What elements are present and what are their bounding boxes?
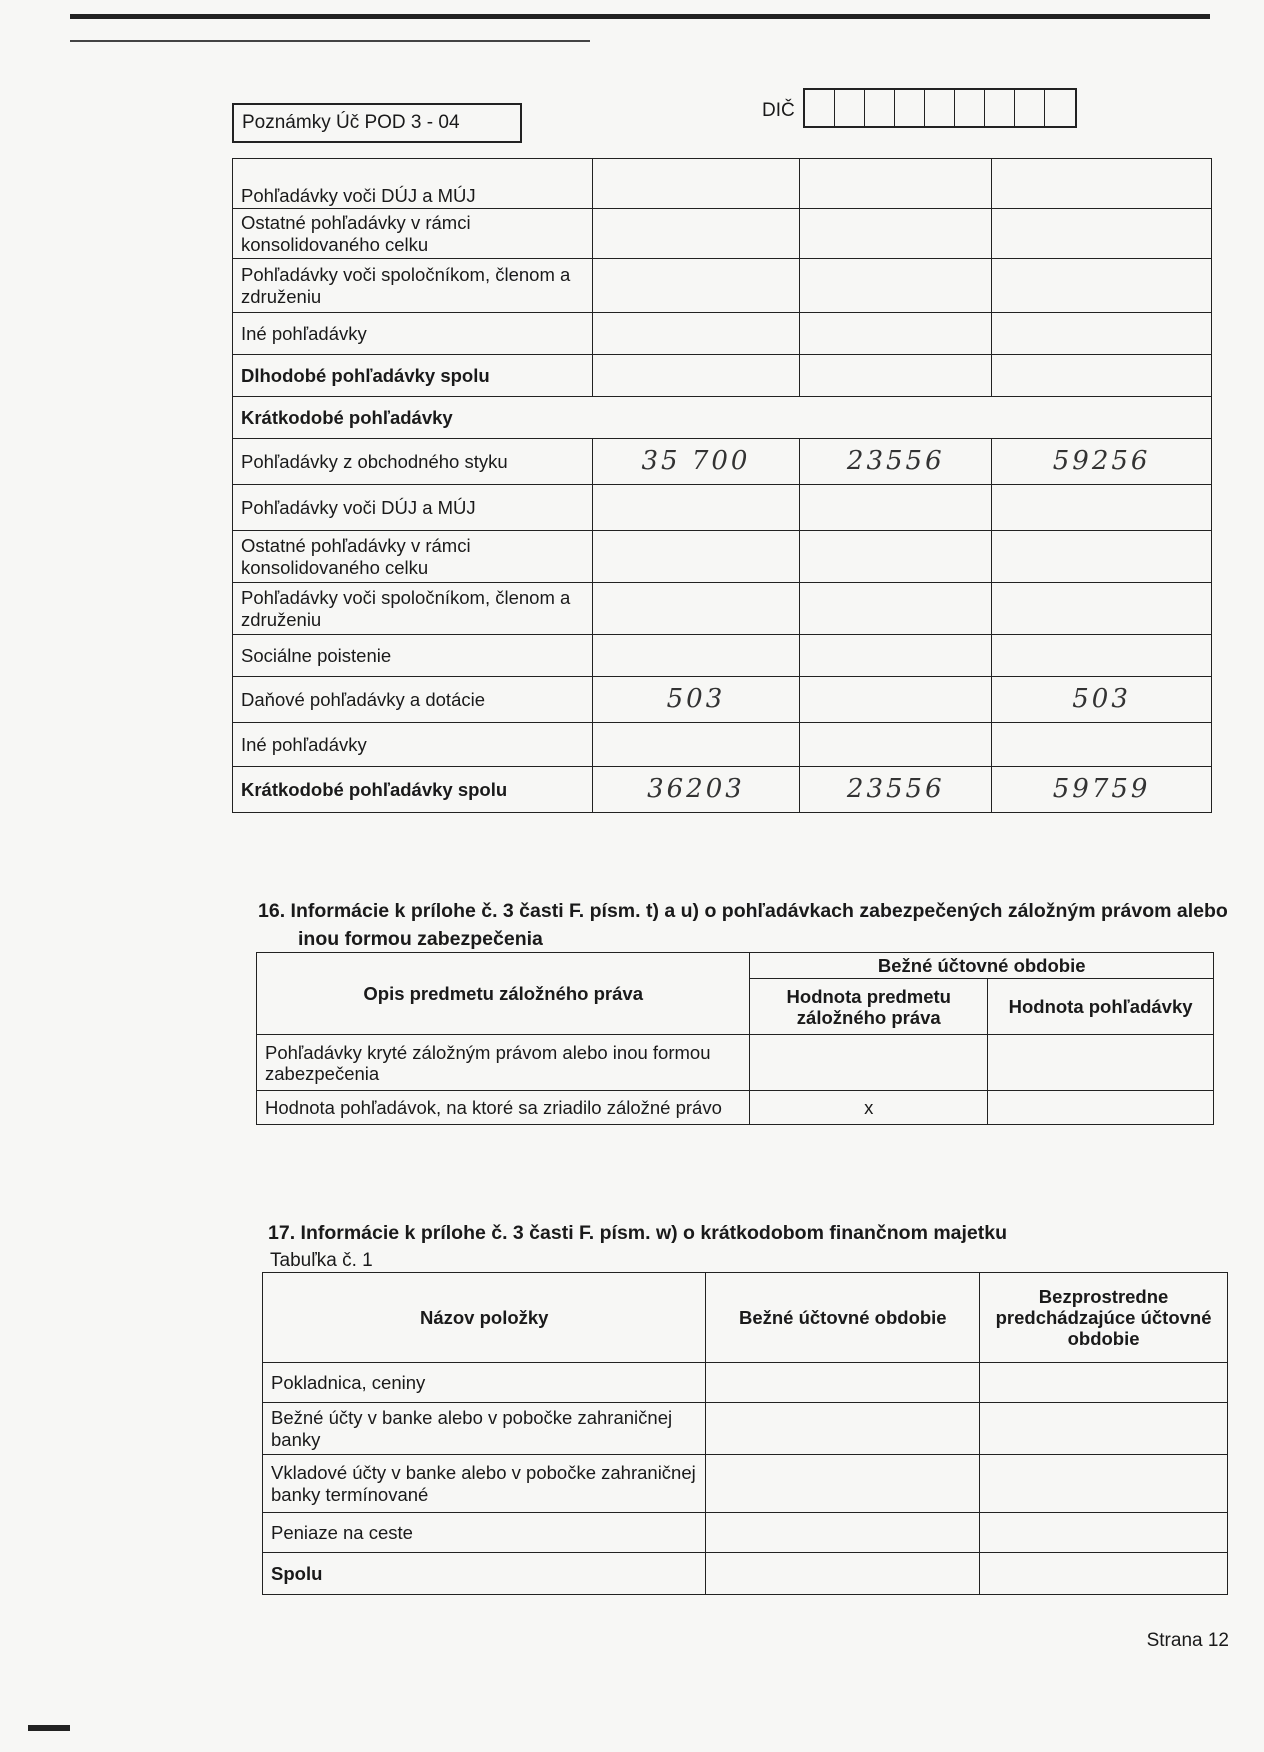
- row-label: Ostatné pohľadávky v rámci konsolidovaného celku: [233, 209, 593, 259]
- table-row: [233, 531, 1212, 583]
- value-cell[interactable]: [992, 635, 1212, 677]
- value-cell[interactable]: [800, 635, 992, 677]
- value-cell[interactable]: 503: [592, 677, 800, 723]
- value-cell[interactable]: 35 700: [592, 439, 800, 485]
- row-label: Peniaze na ceste: [263, 1513, 706, 1553]
- table-row: [233, 485, 1212, 531]
- value-cell[interactable]: [992, 531, 1212, 583]
- table-row: [263, 1403, 1228, 1455]
- value-cell[interactable]: 23556: [800, 767, 992, 813]
- table-row: [233, 259, 1212, 313]
- value-cell[interactable]: [592, 485, 800, 531]
- value-cell[interactable]: [988, 1091, 1214, 1125]
- col-header: Hodnota predmetu záložného práva: [750, 979, 988, 1035]
- value-cell[interactable]: [592, 531, 800, 583]
- top-border-line: [70, 14, 1210, 19]
- row-label: Pohľadávky voči DÚJ a MÚJ: [233, 159, 593, 209]
- value-cell[interactable]: 503: [992, 677, 1212, 723]
- scan-mark: [28, 1725, 70, 1731]
- row-label: Bežné účty v banke alebo v pobočke zahraničnej banky: [263, 1403, 706, 1455]
- value-cell[interactable]: [800, 531, 992, 583]
- row-label: Hodnota pohľadávok, na ktoré sa zriadilo záložné právo: [257, 1091, 750, 1125]
- row-label: Krátkodobé pohľadávky spolu: [233, 767, 593, 813]
- col-header: Bežné účtovné obdobie: [750, 953, 1214, 979]
- value-cell[interactable]: 36203: [592, 767, 800, 813]
- table-row: [233, 209, 1212, 259]
- col-header: Hodnota pohľadávky: [988, 979, 1214, 1035]
- row-label: Pohľadávky kryté záložným právom alebo inou formou zabezpečenia: [257, 1035, 750, 1091]
- value-cell[interactable]: [592, 583, 800, 635]
- section17-title: 17. Informácie k prílohe č. 3 časti F. písm. w) o krátkodobom finančnom majetku: [268, 1222, 1008, 1244]
- row-label: Spolu: [263, 1553, 706, 1595]
- section16-title-cont: inou formou zabezpečenia: [298, 928, 543, 950]
- value-cell[interactable]: 59256: [992, 439, 1212, 485]
- table-row: [263, 1455, 1228, 1513]
- dic-input-boxes[interactable]: [803, 88, 1077, 128]
- table-row: [233, 635, 1212, 677]
- table-row: [257, 1035, 1214, 1091]
- table-row: [263, 1553, 1228, 1595]
- section17-subtitle: Tabuľka č. 1: [270, 1250, 373, 1271]
- table-row: [233, 677, 1212, 723]
- value-cell[interactable]: 23556: [800, 439, 992, 485]
- col-header: Názov položky: [263, 1273, 706, 1363]
- row-label: Pohľadávky voči DÚJ a MÚJ: [233, 485, 593, 531]
- table-row: [263, 1363, 1228, 1403]
- col-header: Bežné účtovné obdobie: [706, 1273, 980, 1363]
- section17-table: [262, 1272, 1228, 1595]
- row-label: Pohľadávky voči spoločníkom, členom a združeniu: [233, 259, 593, 313]
- value-cell[interactable]: [988, 1035, 1214, 1091]
- table-row: [263, 1513, 1228, 1553]
- table-row: [233, 159, 1212, 209]
- table-row: [233, 313, 1212, 355]
- form-title-box: Poznámky Úč POD 3 - 04: [232, 103, 522, 143]
- receivables-table: [232, 158, 1212, 813]
- row-label: Vkladové účty v banke alebo v pobočke zahraničnej banky termínované: [263, 1455, 706, 1513]
- value-cell[interactable]: [992, 485, 1212, 531]
- row-label: Pohľadávky z obchodného styku: [233, 439, 593, 485]
- row-label: Sociálne poistenie: [233, 635, 593, 677]
- value-cell[interactable]: [992, 723, 1212, 767]
- table-row: [257, 1091, 1214, 1125]
- col-header: Bezprostredne predchádzajúce účtovné obdobie: [980, 1273, 1228, 1363]
- section-heading: Krátkodobé pohľadávky: [233, 397, 1212, 439]
- value-cell[interactable]: [592, 635, 800, 677]
- top-border-line-thin: [70, 40, 590, 42]
- table-row: [233, 767, 1212, 813]
- table-row: [233, 397, 1212, 439]
- value-cell[interactable]: [800, 677, 992, 723]
- value-cell[interactable]: 59759: [992, 767, 1212, 813]
- row-label: Iné pohľadávky: [233, 723, 593, 767]
- row-label: Daňové pohľadávky a dotácie: [233, 677, 593, 723]
- section16-title: 16. Informácie k prílohe č. 3 časti F. písm. t) a u) o pohľadávkach zabezpečených záložným právom alebo: [258, 900, 1228, 922]
- value-cell[interactable]: [750, 1035, 988, 1091]
- value-cell[interactable]: [800, 485, 992, 531]
- value-cell[interactable]: [992, 583, 1212, 635]
- row-label: Ostatné pohľadávky v rámci konsolidovaného celku: [233, 531, 593, 583]
- table-row: [233, 583, 1212, 635]
- value-cell[interactable]: [800, 723, 992, 767]
- dic-label: DIČ: [762, 100, 795, 121]
- row-label: Dlhodobé pohľadávky spolu: [233, 355, 593, 397]
- row-label: Pokladnica, ceniny: [263, 1363, 706, 1403]
- table-row: [233, 355, 1212, 397]
- table-row: [233, 723, 1212, 767]
- value-cell[interactable]: [592, 723, 800, 767]
- row-label: Pohľadávky voči spoločníkom, členom a združeniu: [233, 583, 593, 635]
- page-number: Strana 12: [1146, 1630, 1229, 1651]
- section16-table: [256, 952, 1214, 1125]
- table-row: [233, 439, 1212, 485]
- value-cell[interactable]: x: [750, 1091, 988, 1125]
- col-header: Opis predmetu záložného práva: [257, 953, 750, 1035]
- value-cell[interactable]: [800, 583, 992, 635]
- row-label: Iné pohľadávky: [233, 313, 593, 355]
